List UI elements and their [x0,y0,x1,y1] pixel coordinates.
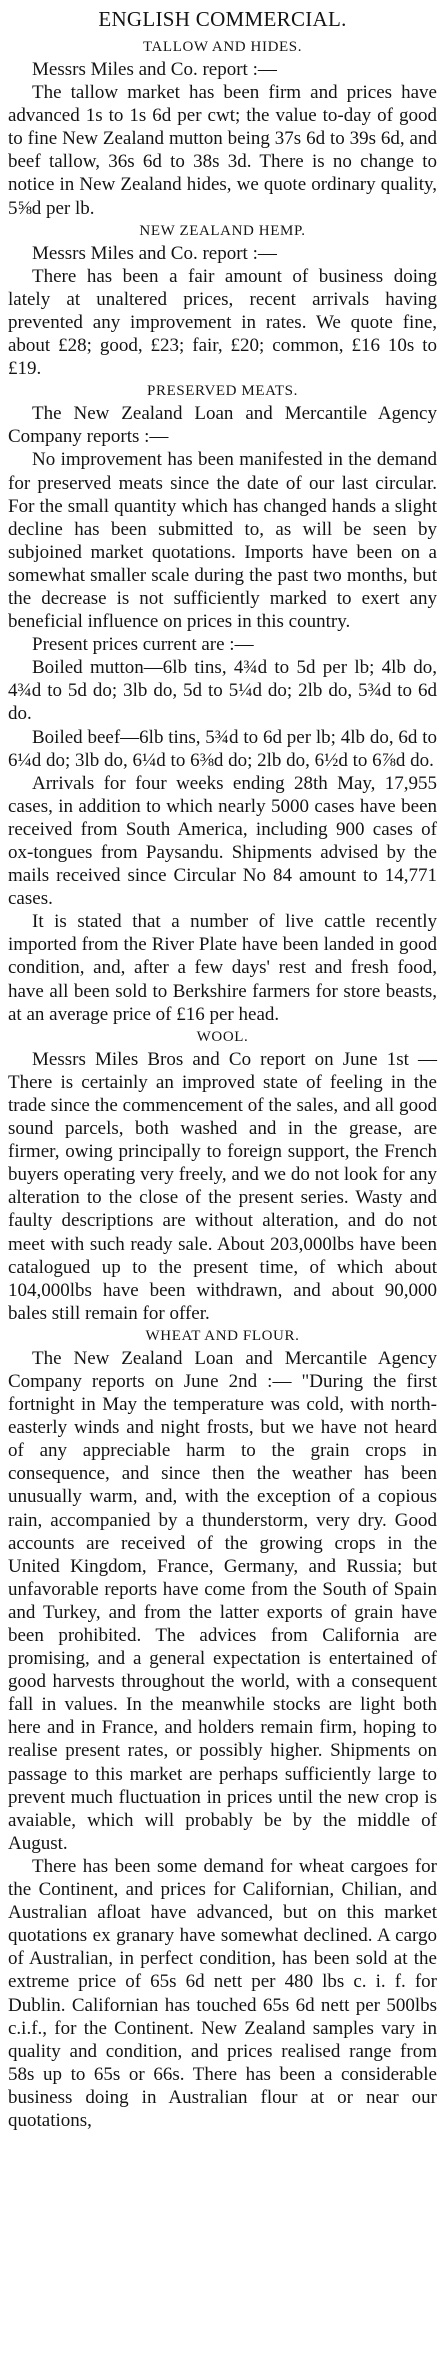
body-paragraph: The tallow market has been firm and prices have advanced 1s to 1s 6d per cwt; the value to-day of good to fine New Zealand mutton being 37s 6d to 39s 6d, and beef tallow, 36s 6d to 38s 3d. There is no change to notice in New Zealand hides, we quote ordinary quality, 5⅝d per lb. [8,82,437,219]
section-wheat-and-flour [8,1325,437,2132]
section-heading: NEW ZEALAND HEMP. [139,222,306,239]
body-paragraph: No improvement has been manifested in the demand for preserved meats since the date of our last circular. For the small quantity which has changed hands a slight decline has been submitted to, as will be seen by subjoined market quotations. Imports have been on a somewhat smaller scale during the past two months, but the decrease is not sufficiently marked to exert any beneficial influence on prices in this country. [8,449,437,633]
section-heading: WHEAT AND FLOUR. [145,1327,300,1344]
section-tallow-and-hides [8,36,437,220]
body-paragraph: The New Zealand Loan and Mercantile Agency Company reports on June 2nd :— "During the first fortnight in May the temperature was cold, with north-easterly winds and night frosts, but we have not heard of any appreciable harm to the grain crops in consequence, and since then the weather has been unusually warm, and, with the exception of a copious rain, accompanied by a thunderstorm, very dry. Good accounts are received of the growing crops in the United Kingdom, France, Germany, and Russia; but unfavorable reports have come from the South of Spain and Turkey, and from the latter exports of grain have been prohibited. The advices from California are promising, and a general expectation is entertained of good harvests throughout the world, with a consequent fall in values. In the meanwhile stocks are light both here and in France, and holders remain firm, hoping to realise present rates, or possibly higher. Shipments on passage to this market are perhaps sufficiently large to prevent much fluctuation in prices until the new crop is avaiable, which will probably be by the middle of August. [8,1347,437,1854]
body-paragraph: Messrs Miles Bros and Co report on June 1st —There is certainly an improved state of feeling in the trade since the commencement of the sales, and all good sound parcels, both washed and in the grease, are firmer, owing principally to foreign support, the French buyers operating very freely, and we do not look for any alteration to the close of the present series. Wasty and faulty descriptions are without alteration, and do not meet with such ready sale. About 203,000lbs have been catalogued up to the present time, of which about 104,000lbs have been withdrawn, and about 90,000 bales still remain for offer. [8,1048,437,1324]
section-wool [8,1026,437,1325]
body-paragraph: Arrivals for four weeks ending 28th May, 17,955 cases, in addition to which nearly 5000 cases have been received from South America, including 900 cases of ox-tongues from Paysandu. Shipments advised by the mails received since Circular No 84 amount to 14,771 cases. [8,772,437,910]
price-list-paragraph: Boiled mutton—6lb tins, 4¾d to 5d per lb; 4lb do, 4¾d to 5d do; 3lb do, 5d to 5¼d do; 2lb do, 5¾d to 6d do. [8,657,437,725]
body-paragraph: It is stated that a number of live cattle recently imported from the River Plate have been landed in good condition, and, after a few days' rest and fresh food, have all been sold to Berkshire farmers for store beasts, at an average price of £16 per head. [8,911,437,1025]
body-paragraph: Present prices current are :— [32,634,254,656]
section-preserved-meats [8,380,437,1026]
section-heading: PRESERVED MEATS. [147,383,298,400]
report-intro: Messrs Miles and Co. report :— [32,59,277,80]
price-list-paragraph: Boiled beef—6lb tins, 5¾d to 6d per lb; 4lb do, 6d to 6¼d do; 3lb do, 6¼d to 6⅜d do; 2lb do, 6½d to 6⅞d do. [8,726,437,771]
body-paragraph: There has been some demand for wheat cargoes for the Continent, and prices for Californian, Chilian, and Australian afloat have advanced, but on this market quotations ex granary have somewhat declined. A cargo of Australian, in perfect condition, has been sold at the extreme price of 65s 6d nett per 480 lbs c. i. f. for Dublin. Californian has touched 65s 6d nett per 500lbs c.i.f., for the Continent. New Zealand samples vary in quality and condition, and prices realised range from 58s up to 65s or 66s. There has been a considerable business doing in Australian flour at or near our quotations, [8,1855,437,2131]
report-intro: Messrs Miles and Co. report :— [32,242,277,264]
section-heading: TALLOW AND HIDES. [142,39,303,55]
section-heading: WOOL. [196,1028,249,1045]
article-title: ENGLISH COMMERCIAL. [98,7,347,31]
section-new-zealand-hemp [8,220,437,381]
report-intro: The New Zealand Loan and Mercantile Agency Company reports :— [8,403,437,448]
body-paragraph: There has been a fair amount of business doing lately at unaltered prices, recent arrivals having prevented any improvement in rates. We quote fine, about £28; good, £23; fair, £20; common, £16 10s to £19. [8,265,437,380]
